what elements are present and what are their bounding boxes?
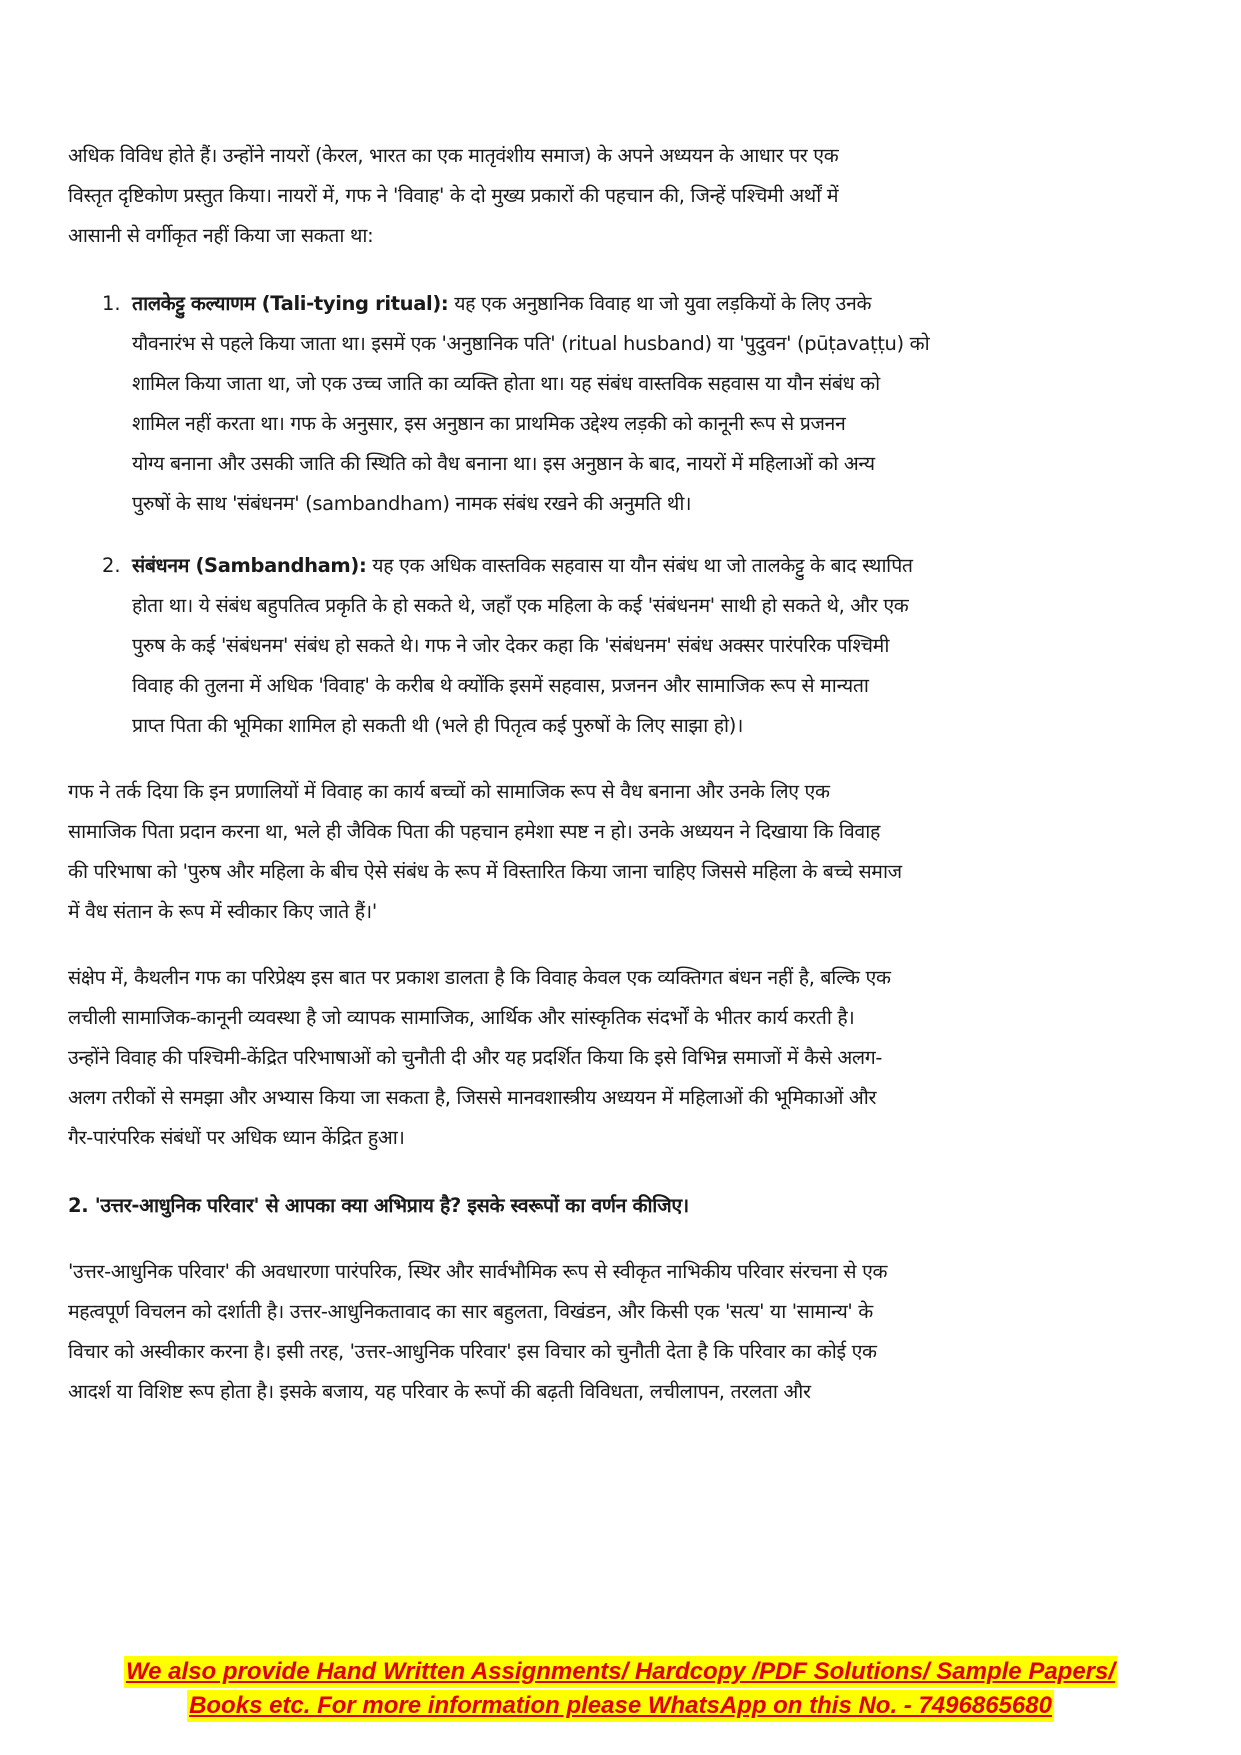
text-line: यौवनारंभ से पहले किया जाता था। इसमें एक 'अनुष्ठानिक पति' (ritual husband) या 'पुदुवन' (pūṭavaṭṭu) को bbox=[132, 332, 930, 355]
text-line: उन्होंने विवाह की पश्चिमी-केंद्रित परिभाषाओं को चुनौती दी और यह प्रदर्शित किया कि इसे विभिन्न समाजों में कैसे अलग- bbox=[68, 1046, 883, 1069]
text-line: की परिभाषा को 'पुरुष और महिला के बीच ऐसे संबंध के रूप में विस्तारित किया जाना चाहिए जिससे महिला के बच्चे समाज bbox=[68, 860, 902, 883]
text-line: महत्वपूर्ण विचलन को दर्शाती है। उत्तर-आधुनिकतावाद का सार बहुलता, विखंडन, और किसी एक 'सत्य' या 'सामान्य' के bbox=[68, 1300, 873, 1323]
text-line: पुरुष के कई 'संबंधनम' संबंध हो सकते थे। गफ ने जोर देकर कहा कि 'संबंधनम' संबंध अक्सर पारंपरिक पश्चिमी bbox=[132, 634, 890, 657]
text-line: अधिक विविध होते हैं। उन्होंने नायरों (केरल, भारत का एक मातृवंशीय समाज) के अपने अध्ययन के आधार पर एक bbox=[68, 144, 839, 167]
text-line bbox=[132, 284, 871, 324]
list-term: संबंधनम bbox=[132, 554, 190, 577]
text-line: योग्य बनाना और उसकी जाति की स्थिति को वैध बनाना था। इस अनुष्ठान के बाद, नायरों में महिलाओं को अन्य bbox=[132, 452, 875, 475]
text-line: प्राप्त पिता की भूमिका शामिल हो सकती थी (भले ही पितृत्व कई पुरुषों के लिए साझा हो)। bbox=[132, 714, 744, 737]
text-line: सामाजिक पिता प्रदान करना था, भले ही जैविक पिता की पहचान हमेशा स्पष्ट न हो। उनके अध्ययन ने दिखाया कि विवाह bbox=[68, 820, 880, 843]
list-term-english: (Tali-tying ritual): bbox=[255, 292, 449, 315]
text-line: गफ ने तर्क दिया कि इन प्रणालियों में विवाह का कार्य बच्चों को सामाजिक रूप से वैध बनाना और उनके लिए एक bbox=[68, 780, 830, 803]
text-line: शामिल किया जाता था, जो एक उच्च जाति का व्यक्ति होता था। यह संबंध वास्तविक सहवास या यौन संबंध को bbox=[132, 372, 880, 395]
text-line: लचीली सामाजिक-कानूनी व्यवस्था है जो व्यापक सामाजिक, आर्थिक और सांस्कृतिक संदर्भों के भीतर कार्य करती है। bbox=[68, 1006, 855, 1029]
text-line: 'उत्तर-आधुनिक परिवार' की अवधारणा पारंपरिक, स्थिर और सार्वभौमिक रूप से स्वीकृत नाभिकीय परिवार संरचना से एक bbox=[68, 1260, 888, 1283]
list-number: 1. bbox=[102, 292, 121, 315]
list-number: 2. bbox=[102, 554, 121, 577]
text-line: में वैध संतान के रूप में स्वीकार किए जाते हैं।' bbox=[68, 900, 377, 923]
text-line: होता था। ये संबंध बहुपतित्व प्रकृति के हो सकते थे, जहाँ एक महिला के कई 'संबंधनम' साथी हो सकते थे, और एक bbox=[132, 594, 909, 617]
text-line: आसानी से वर्गीकृत नहीं किया जा सकता था: bbox=[68, 224, 374, 247]
question-heading: 2. 'उत्तर-आधुनिक परिवार' से आपका क्या अभिप्राय है? इसके स्वरूपों का वर्णन कीजिए। bbox=[68, 1194, 689, 1217]
list-text: यह एक अनुष्ठानिक विवाह था जो युवा लड़कियों के लिए उनके bbox=[448, 292, 872, 315]
promo-banner-second bbox=[0, 1690, 1241, 1722]
text-line bbox=[132, 546, 913, 586]
text-line: अलग तरीकों से समझा और अभ्यास किया जा सकता है, जिससे मानवशास्त्रीय अध्ययन में महिलाओं की भूमिकाओं और bbox=[68, 1086, 877, 1109]
text-line: आदर्श या विशिष्ट रूप होता है। इसके बजाय, यह परिवार के रूपों की बढ़ती विविधता, लचीलापन, तरलता और bbox=[68, 1380, 811, 1403]
text-line: गैर-पारंपरिक संबंधों पर अधिक ध्यान केंद्रित हुआ। bbox=[68, 1126, 405, 1149]
promo-banner-line-1: We also provide Hand Written Assignments/ Hardcopy /PDF Solutions/ Sample Papers/ bbox=[124, 1656, 1117, 1688]
text-line: विवाह की तुलना में अधिक 'विवाह' के करीब थे क्योंकि इसमें सहवास, प्रजनन और सामाजिक रूप से मान्यता bbox=[132, 674, 869, 697]
text-line: संक्षेप में, कैथलीन गफ का परिप्रेक्ष्य इस बात पर प्रकाश डालता है कि विवाह केवल एक व्यक्तिगत बंधन नहीं है, बल्कि एक bbox=[68, 966, 891, 989]
promo-banner-line-2: Books etc. For more information please WhatsApp on this No. - 7496865680 bbox=[187, 1690, 1054, 1722]
promo-banner bbox=[0, 1656, 1241, 1688]
text-line: शामिल नहीं करता था। गफ के अनुसार, इस अनुष्ठान का प्राथमिक उद्देश्य लड़की को कानूनी रूप से प्रजनन bbox=[132, 412, 846, 435]
list-term: तालकेट्टु कल्याणम bbox=[132, 292, 256, 315]
text-line: पुरुषों के साथ 'संबंधनम' (sambandham) नामक संबंध रखने की अनुमति थी। bbox=[132, 492, 692, 515]
text-line: विचार को अस्वीकार करना है। इसी तरह, 'उत्तर-आधुनिक परिवार' इस विचार को चुनौती देता है कि परिवार का कोई एक bbox=[68, 1340, 877, 1363]
text-line: विस्तृत दृष्टिकोण प्रस्तुत किया। नायरों में, गफ ने 'विवाह' के दो मुख्य प्रकारों की पहचान की, जिन्हें पश्चिमी अर्थों में bbox=[68, 184, 839, 207]
list-term-english: (Sambandham): bbox=[189, 554, 367, 577]
list-text: यह एक अधिक वास्तविक सहवास या यौन संबंध था जो तालकेट्टु के बाद स्थापित bbox=[366, 554, 913, 577]
